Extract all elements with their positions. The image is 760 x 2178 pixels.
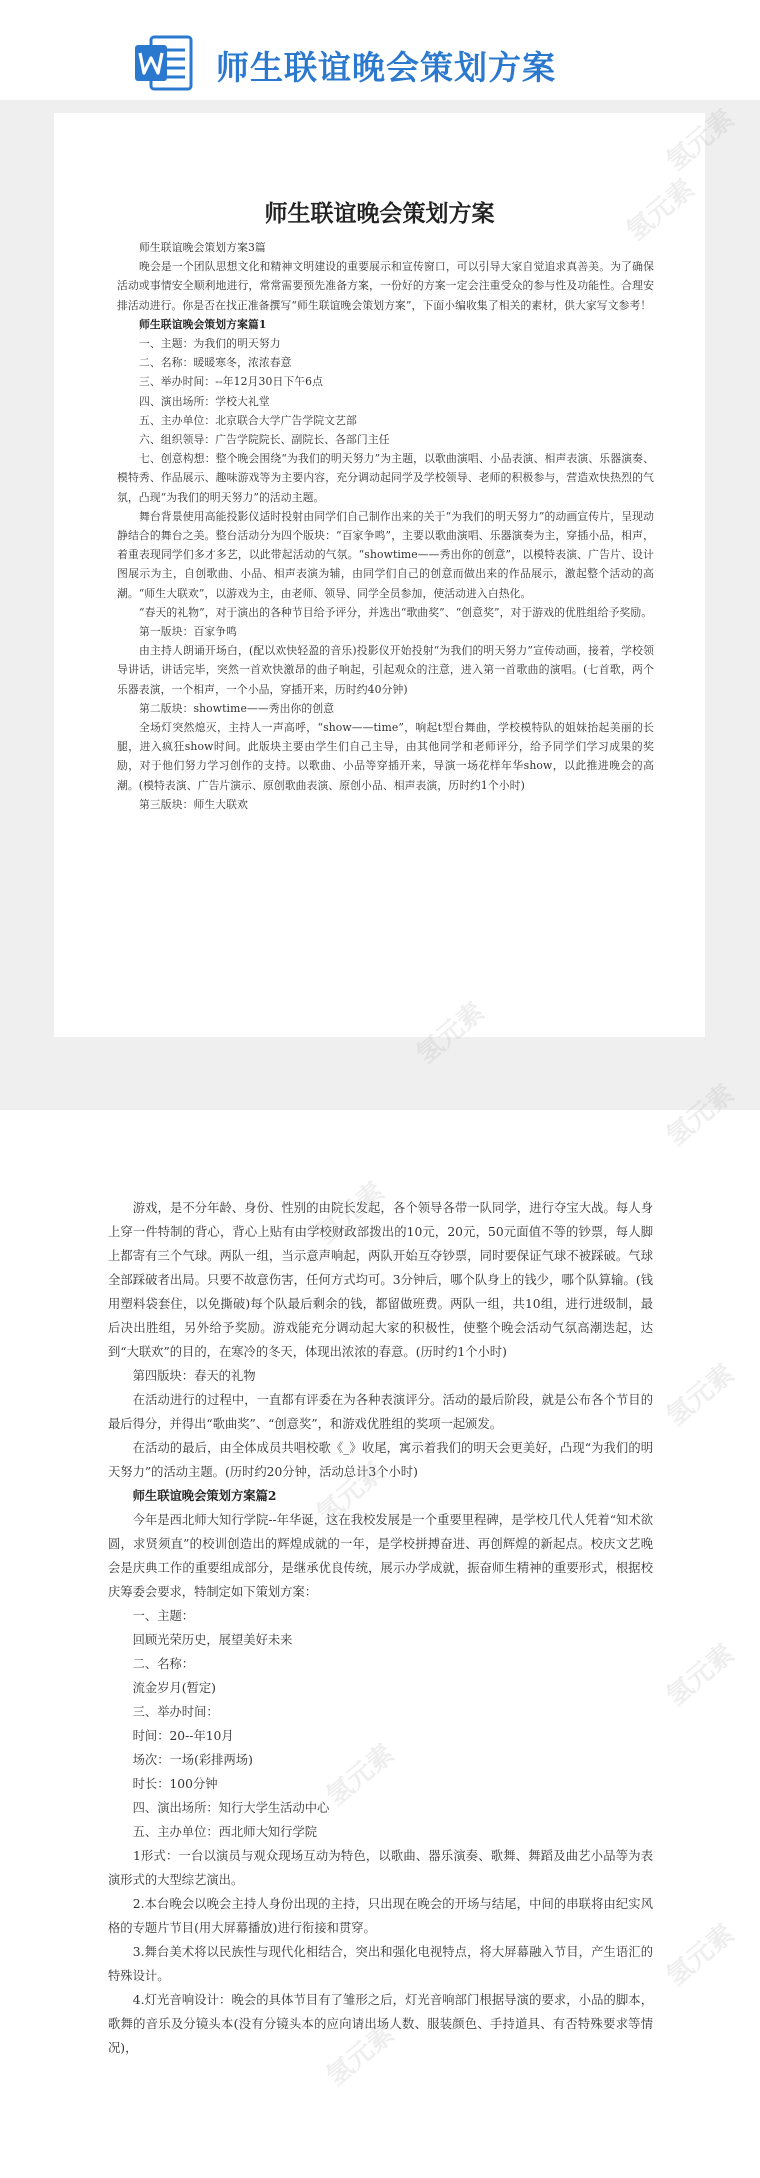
paragraph: 在活动的最后，由全体成员共唱校歌《_》收尾，寓示着我们的明天会更美好，凸现“为我们的明天努力”的活动主题。(历时约20分钟，活动总计3个小时) [108, 1441, 653, 1479]
paragraph: 五、主办单位：北京联合大学广告学院文艺部 [139, 413, 357, 427]
paragraph: 在活动进行的过程中，一直都有评委在为各种表演评分。活动的最后阶段，就是公布各个节目的最后得分，并得出“歌曲奖”、“创意奖”，和游戏优胜组的奖项一起颁发。 [108, 1393, 653, 1431]
paragraph: 回顾光荣历史，展望美好未来 [108, 1633, 293, 1647]
paragraph: 1形式：一台以演员与观众现场互动为特色，以歌曲、器乐演奏、歌舞、舞蹈及曲艺小品等为表演形式的大型综艺演出。 [108, 1849, 653, 1887]
paragraph: 三、举办时间： [108, 1705, 219, 1719]
paragraph: 五、主办单位：西北师大知行学院 [108, 1825, 318, 1839]
watermark: 氢元素 [321, 1738, 401, 1812]
paragraph: 六、组织领导：广告学院院长、副院长、各部门主任 [139, 433, 390, 447]
paragraph: 舞台背景使用高能投影仪适时投射由同学们自己制作出来的关于“为我们的明天努力”的动画宣传片，呈现动静结合的舞台之美。整台活动分为四个版块：“百家争鸣”，主要以歌曲演唱、乐器演奏为主，穿插小品，相声，着重表现同学们多才多艺，以此带起活动的气氛。“showtime——秀出你的创意”，以模特表演、广告片、设计图展示为主，自创歌曲、小品、相声表演为辅，由同学们自己的创意而做出来的作品展示，激起整个活动的高潮。“师生大联欢”，以游戏为主，由老师、领导、同学全员参加，使活动进入白热化。 [117, 509, 654, 600]
paragraph: 3.舞台美术将以民族性与现代化相结合，突出和强化电视特点，将大屏幕融入节目，产生语汇的特殊设计。 [108, 1945, 653, 1983]
paragraph: 四、演出场所：知行大学生活动中心 [108, 1801, 330, 1815]
section-heading: 师生联谊晚会策划方案篇1 [139, 317, 267, 331]
paragraph: 时间：20--年10月 [108, 1729, 234, 1743]
watermark: 氢元素 [311, 1176, 391, 1250]
watermark: 氢元素 [661, 103, 741, 177]
paragraph: 一、主题：为我们的明天努力 [139, 337, 281, 351]
word-document-icon [133, 34, 195, 92]
paragraph: 师生联谊晚会策划方案3篇 [139, 241, 266, 254]
paragraph: 二、名称：暖暖寒冬，浓浓春意 [139, 356, 292, 370]
watermark: 氢元素 [661, 1638, 741, 1712]
paragraph: 第二版块：showtime——秀出你的创意 [139, 701, 335, 715]
watermark: 氢元素 [321, 2018, 401, 2092]
paragraph: 由主持人朗诵开场白，(配以欢快轻盈的音乐)投影仪开始投射“为我们的明天努力”宣传动画，接着，学校领导讲话，讲话完毕，突然一首欢快激昂的曲子响起，引起观众的注意，进入第一首歌曲的演唱。(七首歌，两个乐器表演，一个相声，一个小品，穿插开来，历时约40分钟) [117, 644, 654, 696]
paragraph: 今年是西北师大知行学院--年华诞，这在我校发展是一个重要里程碑，是学校几代人凭着“知术欲圆，求贤须直”的校训创造出的辉煌成就的一年，是学校拼搏奋进、再创辉煌的新起点。校庆文艺晚会是庆典工作的重要组成部分，是继承优良传统，展示办学成就，振奋师生精神的重要形式，根据校庆筹委会要求，特制定如下策划方案： [108, 1513, 653, 1599]
document-title: 师生联谊晚会策划方案 [264, 200, 495, 227]
paragraph: 七、创意构想：整个晚会围绕“为我们的明天努力”为主题，以歌曲演唱、小品表演、相声表演、乐器演奏、模特秀、作品展示、趣味游戏等为主要内容，充分调动起同学及学校领导、老师的积极参与，营造欢快热烈的气氛，凸现“为我们的明天努力”的活动主题。 [117, 452, 654, 504]
paragraph: 第三版块：师生大联欢 [139, 797, 248, 811]
document-page-2 [108, 1110, 653, 2060]
paragraph: 4.灯光音响设计：晚会的具体节目有了雏形之后，灯光音响部门根据导演的要求，小品的脚本，歌舞的音乐及分镜头本(没有分镜头本的应向请出场人数、服装颜色、手持道具、有否特殊要求等情况)， [108, 1993, 653, 2055]
paragraph: 场次：一场(彩排两场) [108, 1753, 253, 1767]
paragraph: 流金岁月(暂定) [108, 1681, 216, 1695]
paragraph: 2.本台晚会以晚会主持人身份出现的主持，只出现在晚会的开场与结尾，中间的串联将由纪实风格的专题片节目(用大屏幕播放)进行衔接和贯穿。 [108, 1897, 653, 1935]
section-heading: 师生联谊晚会策划方案篇2 [108, 1488, 277, 1503]
document-page-1 [54, 113, 705, 1037]
paragraph: 游戏，是不分年龄、身份、性别的由院长发起，各个领导各带一队同学，进行夺宝大战。每人身上穿一件特制的背心，背心上贴有由学校财政部拨出的10元，20元，50元面值不等的钞票，每人脚上都寄有三个气球。两队一组，当示意声响起，两队开始互夺钞票，同时要保证气球不被踩破。气球全部踩破者出局。只要不故意伤害，任何方式均可。3分钟后，哪个队身上的钱少，哪个队算输。(钱用塑料袋套住，以免撕破)每个队最后剩余的钱，都留做班费。两队一组，共10组，进行进级制，最后决出胜组，另外给予奖励。游戏能充分调动起大家的积极性，使整个晚会活动气氛高潮迭起，达到“大联欢”的目的，在寒冷的冬天，体现出浓浓的春意。(历时约1个小时) [108, 1201, 653, 1359]
paragraph: “春天的礼物”，对于演出的各种节目给予评分，并选出“歌曲奖”、“创意奖”，对于游戏的优胜组给予奖励。 [139, 605, 653, 619]
paragraph: 三、举办时间：--年12月30日下午6点 [139, 375, 324, 389]
paragraph: 第一版块：百家争鸣 [139, 625, 238, 639]
paragraph: 全场灯突然熄灭，主持人一声高呼，“show——time”，响起t型台舞曲，学校模特队的姐妹抬起美丽的长腿，进入疯狂show时间。此版块主要由学生们自己主导，由其他同学和老师评分，给予同学们学习成果的奖励，对于他们努力学习创作的支持。以歌曲、小品等穿插开来，导演一场花样年华show，以此推进晚会的高潮。(模特表演、广告片演示、原创歌曲表演、原创小品、相声表演，历时约1个小时) [117, 721, 654, 792]
paragraph: 一、主题： [108, 1609, 195, 1623]
banner-title: 师生联谊晚会策划方案 [216, 48, 556, 87]
paragraph: 时长：100分钟 [108, 1777, 218, 1791]
watermark: 氢元素 [621, 173, 701, 247]
paragraph: 第四版块：春天的礼物 [108, 1369, 256, 1383]
watermark: 氢元素 [411, 996, 491, 1070]
page-1-body [117, 238, 654, 814]
watermark: 氢元素 [661, 1358, 741, 1432]
watermark: 氢元素 [661, 1078, 741, 1152]
paragraph: 二、名称： [108, 1657, 195, 1671]
page-2-body [108, 1110, 653, 2060]
header-banner [0, 0, 760, 100]
watermark: 氢元素 [661, 1918, 741, 1992]
paragraph: 晚会是一个团队思想文化和精神文明建设的重要展示和宣传窗口，可以引导大家自觉追求真善美。为了确保活动或事情安全顺利地进行，常常需要预先准备方案，一份好的方案一定会注重受众的参与性及功能性。合理安排活动进行。你是否在找正准备撰写“师生联谊晚会策划方案”，下面小编收集了相关的素材，供大家写文参考！ [117, 260, 654, 312]
watermark: 氢元素 [311, 1456, 391, 1530]
paragraph: 四、演出场所：学校大礼堂 [139, 394, 270, 408]
